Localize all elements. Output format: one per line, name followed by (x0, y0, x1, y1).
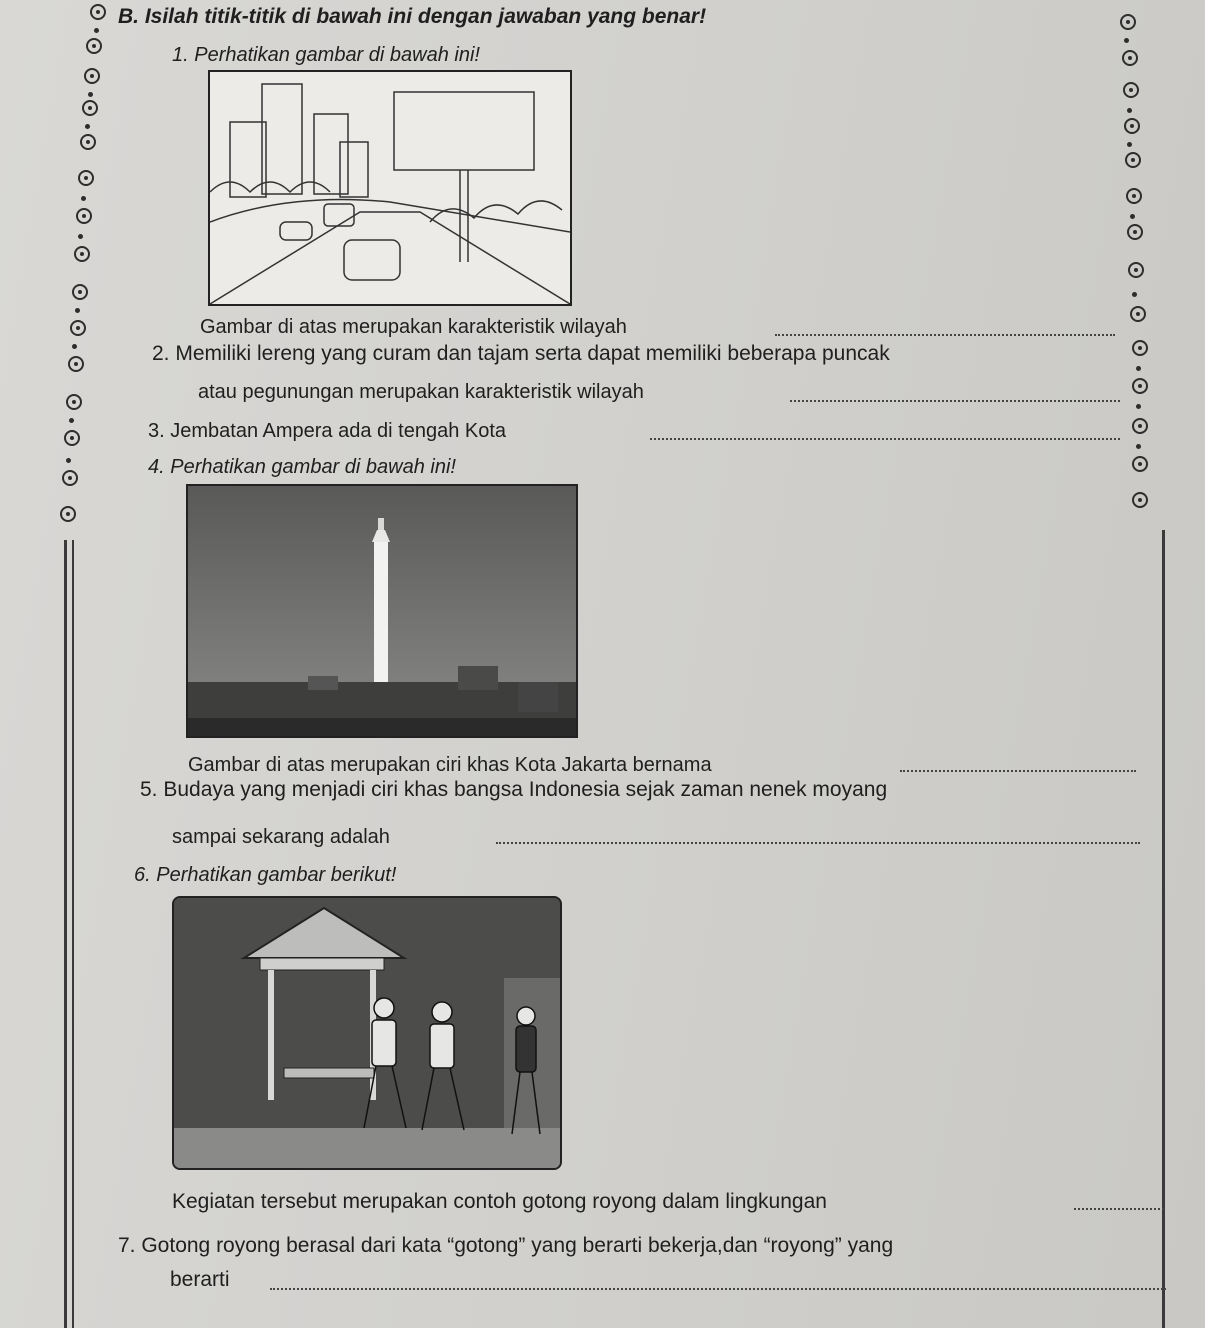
left-ring-border (58, 0, 88, 520)
question-5-line2: sampai sekarang adalah (172, 826, 390, 848)
gazebo-image (172, 896, 562, 1170)
left-frame-line (64, 540, 67, 1328)
question-1-intro: 1. Perhatikan gambar di bawah ini! (172, 44, 480, 66)
city-image (208, 70, 572, 306)
answer-line-5 (496, 842, 1140, 844)
answer-line-7 (270, 1288, 1166, 1290)
question-7-line2: berarti (170, 1268, 230, 1291)
answer-line-1 (775, 334, 1115, 336)
answer-line-6 (1074, 1208, 1164, 1210)
right-ring-border (1118, 0, 1148, 520)
question-6-intro: 6. Perhatikan gambar berikut! (134, 864, 397, 886)
answer-line-4 (900, 770, 1136, 772)
question-2-line2: atau pegunungan merupakan karakteristik wilayah (198, 381, 644, 403)
left-frame-line-inner (72, 540, 74, 1328)
monument-image (186, 484, 578, 738)
question-7-line1: 7. Gotong royong berasal dari kata “gotong” yang berarti bekerja,dan “royong” yang (118, 1234, 894, 1257)
question-5-line1: 5. Budaya yang menjadi ciri khas bangsa Indonesia sejak zaman nenek moyang (140, 778, 888, 801)
answer-line-3 (650, 438, 1120, 440)
section-title: B. Isilah titik-titik di bawah ini dengan jawaban yang benar! (118, 5, 707, 28)
question-4-statement: Gambar di atas merupakan ciri khas Kota Jakarta bernama (188, 754, 712, 776)
question-4-intro: 4. Perhatikan gambar di bawah ini! (148, 456, 456, 478)
question-1-statement: Gambar di atas merupakan karakteristik wilayah (200, 316, 627, 338)
question-2-line1: 2. Memiliki lereng yang curam dan tajam serta dapat memiliki beberapa puncak (152, 342, 890, 365)
question-6-statement: Kegiatan tersebut merupakan contoh gotong royong dalam lingkungan (172, 1190, 827, 1213)
answer-line-2 (790, 400, 1120, 402)
question-3-text: 3. Jembatan Ampera ada di tengah Kota (148, 420, 507, 442)
